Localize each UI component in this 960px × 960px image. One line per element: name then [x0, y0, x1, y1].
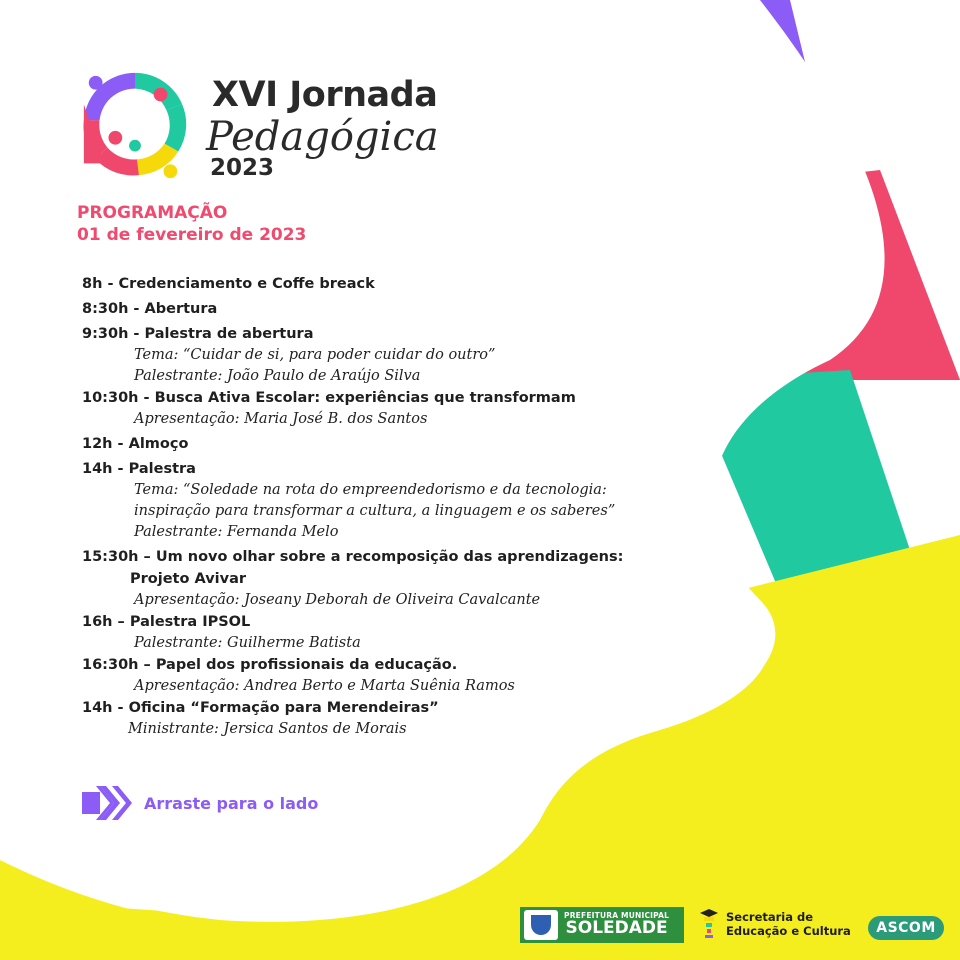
schedule-item-title: 9:30h - Palestra de abertura — [82, 326, 314, 342]
secretaria-logo — [700, 908, 851, 940]
schedule-item-title: 14h - Oficina “Formação para Merendeiras” — [82, 700, 439, 716]
schedule-item-detail: Palestrante: Guilherme Batista — [134, 635, 361, 651]
schedule-item-title-cont: Projeto Avivar — [130, 571, 246, 587]
schedule-item-title: 14h - Palestra — [82, 461, 196, 477]
title-line1: XVI Jornada — [212, 75, 438, 115]
schedule-item-title: 16h – Palestra IPSOL — [82, 614, 251, 630]
swipe-hint[interactable] — [82, 786, 318, 820]
schedule-item-title: 12h - Almoço — [82, 436, 189, 452]
prefeitura-logo — [520, 907, 684, 943]
schedule-item-detail: Palestrante: João Paulo de Araújo Silva — [134, 368, 421, 384]
schedule-item-title: 16:30h – Papel dos profissionais da educação. — [82, 657, 458, 673]
prefeitura-main-text: SOLEDADE — [565, 918, 668, 939]
schedule-item-detail: Tema: “Soledade na rota do empreendedorismo e da tecnologia: — [134, 482, 607, 498]
secretaria-line1: Secretaria de — [726, 909, 814, 924]
schedule-item-detail: Apresentação: Maria José B. dos Santos — [134, 411, 428, 427]
schedule-item-detail: Ministrante: Jersica Santos de Morais — [128, 721, 407, 737]
graduation-cap-icon — [700, 908, 718, 940]
jornada-logo-icon — [76, 64, 194, 184]
program-label: PROGRAMAÇÃO — [77, 203, 228, 223]
schedule-item-title: 8h - Credenciamento e Coffe breack — [82, 276, 375, 292]
schedule-item-detail: Apresentação: Andrea Berto e Marta Suênia Ramos — [134, 678, 515, 694]
schedule-item-title: 10:30h - Busca Ativa Escolar: experiências que transformam — [82, 390, 576, 406]
secretaria-line2: Educação e Cultura — [726, 924, 851, 938]
double-chevron-right-icon — [82, 786, 132, 820]
title-line2: Pedagógica — [206, 114, 439, 160]
schedule-item-detail: Tema: “Cuidar de si, para poder cuidar do outro” — [134, 347, 496, 363]
schedule-list — [82, 273, 722, 740]
swipe-label: Arraste para o lado — [144, 793, 319, 813]
program-date: 01 de fevereiro de 2023 — [77, 225, 307, 245]
schedule-item-title: 8:30h - Abertura — [82, 301, 218, 317]
ascom-logo: ASCOM — [868, 916, 944, 940]
schedule-item-detail: Apresentação: Joseany Deborah de Oliveira Cavalcante — [134, 592, 541, 608]
crest-icon — [524, 910, 558, 940]
schedule-item-detail: inspiração para transformar a cultura, a linguagem e os saberes” — [134, 503, 616, 519]
prefeitura-top-text: PREFEITURA MUNICIPAL — [564, 910, 670, 920]
title-year: 2023 — [210, 155, 275, 181]
schedule-item-title: 15:30h – Um novo olhar sobre a recomposição das aprendizagens: — [82, 549, 624, 565]
schedule-item-detail: Palestrante: Fernanda Melo — [134, 524, 339, 540]
